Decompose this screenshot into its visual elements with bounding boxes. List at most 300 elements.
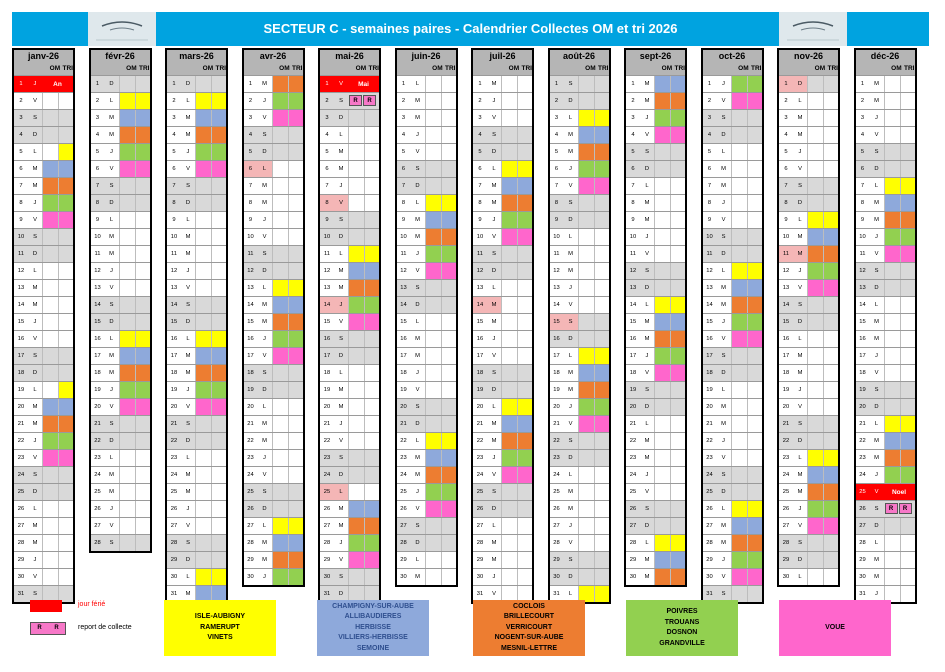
- day-number: 14: [17, 302, 25, 308]
- day-number: 3: [784, 115, 788, 121]
- day-row: [473, 92, 532, 109]
- weekday-letter: J: [875, 472, 878, 478]
- sector-commune: COCLOIS: [513, 602, 545, 610]
- om-cell: [425, 535, 441, 551]
- weekday-letter: V: [798, 523, 802, 529]
- tri-cell: [900, 93, 915, 109]
- weekday-letter: S: [33, 472, 37, 478]
- weekday-letter: M: [185, 115, 191, 121]
- tri-cell: [441, 314, 456, 330]
- day-number: 5: [860, 149, 865, 155]
- day-row: [856, 347, 915, 364]
- day-number: 14: [782, 302, 790, 308]
- weekday-letter: M: [185, 132, 191, 138]
- day-row: [550, 75, 609, 92]
- weekday-letter: V: [645, 370, 649, 376]
- day-number: 30: [782, 574, 790, 580]
- day-number: 7: [95, 183, 100, 189]
- weekday-letter: M: [32, 523, 38, 529]
- day-row: [91, 347, 150, 364]
- tri-cell: [135, 144, 150, 160]
- tri-cell: [58, 297, 73, 313]
- day-row: [167, 381, 226, 398]
- weekday-letter: M: [568, 132, 573, 138]
- weekday-letter: V: [262, 115, 267, 121]
- day-number: 18: [782, 370, 790, 376]
- om-cell: [884, 348, 900, 364]
- tri-cell: [670, 161, 685, 177]
- holiday-label: An: [53, 80, 62, 88]
- weekday-letter: S: [262, 251, 267, 257]
- day-number: 24: [400, 472, 407, 478]
- tri-cell: [441, 263, 456, 279]
- tri-cell: [594, 552, 609, 568]
- day-number: 3: [325, 115, 329, 121]
- om-cell: [425, 365, 441, 381]
- om-cell: [272, 76, 288, 92]
- holiday-legend-label: jour férié: [78, 601, 106, 608]
- tri-cell: [364, 552, 379, 568]
- tri-cell: [288, 178, 303, 194]
- tri-cell: [441, 535, 456, 551]
- day-number: 1: [95, 81, 100, 87]
- om-cell: [42, 501, 58, 517]
- weekday-letter: V: [262, 234, 267, 240]
- tri-cell: [517, 127, 532, 143]
- weekday-letter: L: [109, 98, 114, 104]
- day-number: 28: [476, 540, 484, 546]
- day-number: 27: [247, 523, 254, 529]
- weekday-letter: L: [258, 161, 272, 177]
- weekday-letter: J: [798, 149, 802, 155]
- day-number: 8: [554, 200, 559, 206]
- om-column-label: OM: [49, 65, 61, 72]
- tri-cell: [288, 331, 303, 347]
- om-cell: [501, 552, 517, 568]
- om-cell: [501, 501, 517, 517]
- day-row: [14, 466, 73, 483]
- om-cell: [195, 110, 211, 126]
- tri-cell: [670, 552, 685, 568]
- weekday-letter: D: [338, 472, 344, 478]
- day-row: [14, 347, 73, 364]
- day-number: 15: [247, 319, 254, 325]
- day-row: [320, 143, 379, 160]
- day-row: [167, 143, 226, 160]
- day-number: 1: [172, 81, 176, 87]
- tri-cell: [288, 501, 303, 517]
- tri-cell: [211, 110, 226, 126]
- day-row: [320, 568, 379, 585]
- day-row: [14, 449, 73, 466]
- day-row: [550, 262, 609, 279]
- day-number: 14: [859, 302, 866, 308]
- tri-cell: [594, 195, 609, 211]
- tri-cell: [364, 501, 379, 517]
- om-cell: [884, 93, 900, 109]
- weekday-letter: J: [722, 81, 725, 87]
- day-row: [167, 449, 226, 466]
- tri-cell: [441, 161, 456, 177]
- day-number: 8: [95, 200, 100, 206]
- tri-cell: [517, 535, 532, 551]
- day-number: 11: [553, 251, 560, 257]
- month-header: [550, 50, 609, 75]
- day-row: [473, 432, 532, 449]
- tri-cell: [441, 280, 456, 296]
- weekday-letter: M: [644, 319, 650, 325]
- day-number: 23: [706, 455, 713, 461]
- day-number: 20: [859, 404, 866, 410]
- tri-cell: [211, 399, 226, 415]
- day-number: 31: [323, 591, 331, 597]
- day-number: 28: [706, 540, 713, 546]
- om-cell: [578, 399, 594, 415]
- om-cell: [272, 416, 288, 432]
- tri-cell: [823, 433, 838, 449]
- om-cell: [42, 552, 58, 568]
- weekday-letter: J: [645, 234, 649, 240]
- om-cell: [807, 399, 823, 415]
- om-cell: [348, 161, 364, 177]
- om-cell: [42, 229, 58, 245]
- om-cell: [884, 144, 900, 160]
- tri-cell: [364, 518, 379, 534]
- day-number: 8: [19, 200, 23, 206]
- day-number: 10: [553, 234, 560, 240]
- day-number: 10: [94, 234, 101, 240]
- tri-cell: [364, 280, 379, 296]
- weekday-letter: M: [874, 81, 879, 87]
- tri-cell: [211, 484, 226, 500]
- tri-cell: [364, 212, 379, 228]
- tri-cell: [211, 433, 226, 449]
- tri-cell: [823, 467, 838, 483]
- weekday-letter: M: [874, 98, 879, 104]
- om-cell: [348, 365, 364, 381]
- tri-cell: [211, 416, 226, 432]
- day-row: [244, 92, 303, 109]
- weekday-letter: M: [721, 540, 726, 546]
- day-number: 14: [320, 297, 334, 313]
- day-row: [397, 143, 456, 160]
- om-cell: [884, 314, 900, 330]
- om-cell: [654, 450, 670, 466]
- weekday-letter: J: [263, 98, 266, 104]
- om-cell: [654, 76, 670, 92]
- tri-cell: [58, 382, 73, 398]
- weekday-letter: M: [262, 557, 267, 563]
- tri-cell: [288, 93, 303, 109]
- tri-cell: [823, 161, 838, 177]
- om-cell: [807, 178, 823, 194]
- day-row: [779, 245, 838, 262]
- tri-cell: [747, 144, 762, 160]
- sector-green: [626, 600, 738, 656]
- tri-cell: [211, 552, 226, 568]
- tri-cell: [900, 535, 915, 551]
- day-row: [856, 313, 915, 330]
- day-row: [550, 177, 609, 194]
- weekday-letter: L: [721, 149, 726, 155]
- day-row: [856, 160, 915, 177]
- weekday-letter: V: [334, 195, 348, 211]
- day-number: 18: [170, 370, 178, 376]
- weekday-letter: L: [874, 183, 879, 189]
- weekday-letter: L: [874, 302, 879, 308]
- om-cell: [195, 484, 211, 500]
- tri-cell: [594, 76, 609, 92]
- weekday-letter: M: [793, 246, 807, 262]
- tri-cell: [58, 212, 73, 228]
- weekday-letter: D: [109, 319, 114, 325]
- weekday-letter: D: [644, 166, 650, 172]
- weekday-letter: M: [644, 98, 650, 104]
- month-name: déc-26: [870, 51, 900, 61]
- day-number: 29: [323, 557, 331, 563]
- om-cell: [884, 110, 900, 126]
- day-row: [244, 109, 303, 126]
- day-row: [320, 194, 379, 211]
- day-number: 30: [706, 574, 713, 580]
- day-number: 18: [94, 370, 101, 376]
- om-cell: [654, 433, 670, 449]
- weekday-letter: L: [33, 149, 37, 155]
- day-row: [550, 92, 609, 109]
- weekday-letter: J: [645, 115, 649, 121]
- om-cell: [195, 178, 211, 194]
- day-row: [550, 415, 609, 432]
- weekday-letter: D: [874, 404, 879, 410]
- weekday-letter: V: [568, 540, 573, 546]
- day-number: 8: [860, 200, 865, 206]
- om-cell: [272, 297, 288, 313]
- day-row: [91, 534, 150, 551]
- weekday-letter: D: [415, 540, 420, 546]
- om-cell: [501, 484, 517, 500]
- om-cell: [195, 246, 211, 262]
- day-row: [244, 517, 303, 534]
- weekday-letter: J: [569, 166, 572, 172]
- weekday-letter: M: [262, 302, 267, 308]
- day-number: 5: [172, 149, 176, 155]
- tri-cell: [441, 93, 456, 109]
- tri-cell: [517, 178, 532, 194]
- day-row: [779, 313, 838, 330]
- day-row: [703, 449, 762, 466]
- weekday-letter: M: [415, 455, 420, 461]
- day-number: 2: [248, 98, 253, 104]
- om-cell: [425, 212, 441, 228]
- day-row: [703, 381, 762, 398]
- day-number: 17: [706, 353, 713, 359]
- day-row: [167, 347, 226, 364]
- weekday-letter: D: [797, 319, 803, 325]
- om-cell: [578, 263, 594, 279]
- day-number: 15: [323, 319, 331, 325]
- day-number: 13: [247, 285, 254, 291]
- day-number: 1: [248, 81, 253, 87]
- day-number: 6: [244, 161, 258, 177]
- weekday-letter: M: [721, 166, 726, 172]
- sector-commune: ALLIBAUDIERES: [344, 613, 402, 621]
- day-row: [703, 500, 762, 517]
- om-cell: [425, 144, 441, 160]
- weekday-letter: S: [568, 438, 573, 444]
- day-row: [320, 92, 379, 109]
- om-cell: [119, 246, 135, 262]
- weekday-letter: J: [186, 149, 190, 155]
- day-number: 23: [400, 455, 407, 461]
- om-cell: [501, 144, 517, 160]
- day-number: 8: [401, 200, 406, 206]
- om-cell: [425, 484, 441, 500]
- month-column: [165, 48, 228, 604]
- day-number: 13: [94, 285, 101, 291]
- tri-cell: [135, 76, 150, 92]
- tri-cell: [135, 110, 150, 126]
- day-row: [703, 568, 762, 585]
- om-cell: [884, 229, 900, 245]
- day-number: 4: [784, 132, 788, 138]
- weekday-letter: J: [416, 251, 419, 257]
- weekday-letter: V: [874, 132, 879, 138]
- om-cell: [501, 110, 517, 126]
- tri-cell: [670, 365, 685, 381]
- day-row: [397, 109, 456, 126]
- day-row: [244, 381, 303, 398]
- day-number: 2: [631, 98, 635, 104]
- om-cell: [654, 569, 670, 585]
- day-row: [779, 143, 838, 160]
- om-cell: [501, 246, 517, 262]
- day-row: [320, 262, 379, 279]
- header-banner: [12, 12, 929, 46]
- weekday-letter: L: [339, 251, 343, 257]
- weekday-letter: L: [492, 166, 496, 172]
- om-cell: [195, 280, 211, 296]
- day-number: 28: [17, 540, 25, 546]
- tri-cell: [747, 212, 762, 228]
- tri-cell: [441, 331, 456, 347]
- tri-cell: [823, 399, 838, 415]
- day-row: [167, 177, 226, 194]
- weekday-letter: J: [33, 557, 37, 563]
- tri-cell: [441, 229, 456, 245]
- day-number: 25: [247, 489, 254, 495]
- day-number: 25: [553, 489, 560, 495]
- day-row: [91, 381, 150, 398]
- day-number: 6: [401, 166, 406, 172]
- om-cell: [578, 229, 594, 245]
- tri-cell: [211, 161, 226, 177]
- weekday-letter: D: [491, 268, 497, 274]
- day-number: 7: [860, 183, 865, 189]
- om-cell: [884, 416, 900, 432]
- om-cell: [807, 450, 823, 466]
- day-row: [320, 500, 379, 517]
- day-number: 16: [247, 336, 254, 342]
- tri-cell: [288, 314, 303, 330]
- day-row: [397, 245, 456, 262]
- day-number: 23: [17, 455, 25, 461]
- month-header: [244, 50, 303, 75]
- weekday-letter: M: [874, 319, 879, 325]
- month-name: avr-26: [259, 51, 287, 61]
- day-number: 19: [629, 387, 637, 393]
- weekday-letter: D: [338, 591, 344, 597]
- day-row: [550, 126, 609, 143]
- day-number: 21: [323, 421, 331, 427]
- day-number: 4: [631, 132, 635, 138]
- weekday-letter: V: [339, 438, 343, 444]
- tri-cell: [288, 433, 303, 449]
- day-row: [14, 126, 73, 143]
- tri-cell: [58, 93, 73, 109]
- om-cell: [578, 178, 594, 194]
- day-number: 14: [553, 302, 560, 308]
- om-cell: [884, 280, 900, 296]
- om-cell: [425, 569, 441, 585]
- day-row: [14, 500, 73, 517]
- om-cell: [807, 161, 823, 177]
- tri-cell: [288, 263, 303, 279]
- weekday-letter: V: [109, 404, 114, 410]
- weekday-letter: S: [186, 421, 190, 427]
- weekday-letter: M: [644, 200, 650, 206]
- tri-cell: [58, 161, 73, 177]
- day-row: [244, 126, 303, 143]
- om-cell: [272, 212, 288, 228]
- day-row: [14, 194, 73, 211]
- day-row: [779, 534, 838, 551]
- day-row: [320, 381, 379, 398]
- day-number: 4: [95, 132, 100, 138]
- day-row: [550, 347, 609, 364]
- weekday-letter: L: [645, 421, 649, 427]
- weekday-letter: J: [722, 557, 725, 563]
- om-cell: [425, 280, 441, 296]
- weekday-letter: M: [262, 438, 267, 444]
- report-marks: [884, 501, 915, 517]
- tri-cell: [517, 93, 532, 109]
- weekday-letter: S: [645, 149, 649, 155]
- om-cell: [272, 484, 288, 500]
- day-number: 6: [95, 166, 100, 172]
- month-column: [854, 48, 917, 604]
- om-cell: [731, 195, 747, 211]
- tri-cell: [900, 467, 915, 483]
- weekday-letter: V: [109, 285, 114, 291]
- day-number: 12: [859, 268, 866, 274]
- tri-cell: [364, 535, 379, 551]
- om-cell: [348, 263, 364, 279]
- day-number: 14: [94, 302, 101, 308]
- tri-cell: [670, 569, 685, 585]
- weekday-letter: D: [491, 387, 497, 393]
- day-number: 11: [706, 251, 713, 257]
- day-number: 2: [95, 98, 100, 104]
- weekday-letter: S: [798, 421, 802, 427]
- tri-cell: [211, 467, 226, 483]
- tri-cell: [823, 569, 838, 585]
- day-number: 27: [94, 523, 101, 529]
- om-cell: [348, 314, 364, 330]
- weekday-letter: M: [491, 81, 497, 87]
- om-cell: [501, 76, 517, 92]
- weekday-letter: M: [644, 455, 650, 461]
- tri-cell: [288, 280, 303, 296]
